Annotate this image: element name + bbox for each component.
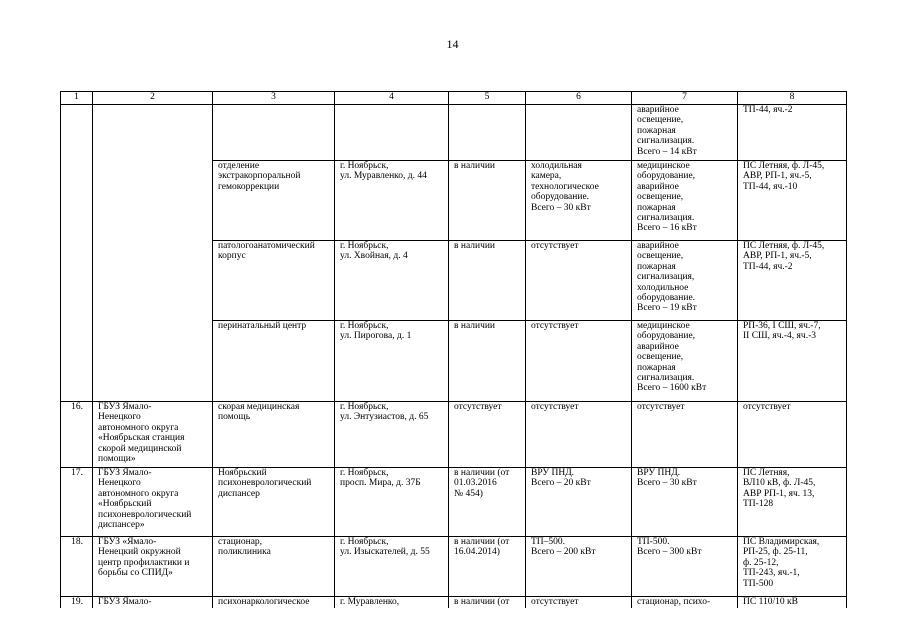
equipment-cell: отсутствует <box>526 402 632 468</box>
equipment-cell: отсутствует <box>526 321 632 402</box>
organization-cell: ГБУЗ Ямало- Ненецкого автономного округа «Ноябрьский психоневрологический диспансер» <box>93 468 213 537</box>
load-cell: стационар, психо- <box>632 597 738 608</box>
power-source-cell: РП-36, I СШ, яч.-7, II СШ, яч.-4, яч.-3 <box>738 321 847 402</box>
load-cell: ВРУ ПНД. Всего – 30 кВт <box>632 468 738 537</box>
row-number-cell <box>61 241 93 321</box>
column-header: 4 <box>335 92 449 105</box>
power-source-cell: ПС Летняя, ф. Л-45, АВР, РП-1, яч.-5, ТП-44, яч.-2 <box>738 241 847 321</box>
subdivision-cell: психонаркологическое <box>213 597 335 608</box>
status-cell: в наличии (от <box>449 597 526 608</box>
column-header: 6 <box>526 92 632 105</box>
subdivision-cell: перинатальный центр <box>213 321 335 402</box>
power-source-cell: ПС Летняя, ВЛ10 кВ, ф. Л-45, АВР РП-1, яч. 13, ТП-128 <box>738 468 847 537</box>
row-number-cell: 18. <box>61 537 93 597</box>
data-table <box>60 91 847 608</box>
table-row <box>61 241 847 321</box>
row-number-cell <box>61 105 93 161</box>
address-cell: г. Ноябрьск, ул. Энтузиастов, д. 65 <box>335 402 449 468</box>
equipment-cell: ТП–500. Всего – 200 кВт <box>526 537 632 597</box>
equipment-cell <box>526 105 632 161</box>
subdivision-cell: скорая медицинская помощь <box>213 402 335 468</box>
power-source-cell: ТП-44, яч.-2 <box>738 105 847 161</box>
equipment-cell: холодильная камера, технологическое оборудование. Всего – 30 кВт <box>526 161 632 241</box>
address-cell: г. Ноябрьск, просп. Мира, д. 37Б <box>335 468 449 537</box>
column-header: 5 <box>449 92 526 105</box>
row-number-cell: 16. <box>61 402 93 468</box>
address-cell <box>335 105 449 161</box>
address-cell: г. Ноябрьск, ул. Пирогова, д. 1 <box>335 321 449 402</box>
table-row <box>61 537 847 597</box>
row-number-cell: 17. <box>61 468 93 537</box>
organization-cell: ГБУЗ Ямало- <box>93 597 213 608</box>
table-row <box>61 321 847 402</box>
column-header: 2 <box>93 92 213 105</box>
row-number-cell <box>61 161 93 241</box>
status-cell: в наличии (от 01.03.2016 № 454) <box>449 468 526 537</box>
status-cell: в наличии <box>449 321 526 402</box>
power-source-cell: ПС 110/10 кВ <box>738 597 847 608</box>
address-cell: г. Ноябрьск, ул. Изыскателей, д. 55 <box>335 537 449 597</box>
subdivision-cell <box>213 105 335 161</box>
subdivision-cell: Ноябрьский психоневрологический диспансер <box>213 468 335 537</box>
organization-cell <box>93 321 213 402</box>
subdivision-cell: стационар, поликлиника <box>213 537 335 597</box>
address-cell: г. Ноябрьск, ул. Хвойная, д. 4 <box>335 241 449 321</box>
load-cell: медицинское оборудование, аварийное освещение, пожарная сигнализация. Всего – 16 кВт <box>632 161 738 241</box>
column-header: 7 <box>632 92 738 105</box>
status-cell <box>449 105 526 161</box>
column-header: 8 <box>738 92 847 105</box>
load-cell: отсутствует <box>632 402 738 468</box>
table-row <box>61 468 847 537</box>
organization-cell <box>93 161 213 241</box>
subdivision-cell: патологоанатомический корпус <box>213 241 335 321</box>
equipment-cell: отсутствует <box>526 241 632 321</box>
column-header: 1 <box>61 92 93 105</box>
status-cell: в наличии <box>449 241 526 321</box>
status-cell: в наличии (от 16.04.2014) <box>449 537 526 597</box>
organization-cell <box>93 105 213 161</box>
table-row <box>61 402 847 468</box>
load-cell: ТП-500. Всего – 300 кВт <box>632 537 738 597</box>
power-source-cell: ПС Владимирская, РП-25, ф. 25-11, ф. 25-12, ТП-243, яч.-1, ТП-500 <box>738 537 847 597</box>
subdivision-cell: отделение экстракорпоральной гемокоррекции <box>213 161 335 241</box>
power-source-cell: ПС Летняя, ф. Л-45, АВР, РП-1, яч.-5, ТП-44, яч.-10 <box>738 161 847 241</box>
address-cell: г. Муравленко, <box>335 597 449 608</box>
table-row <box>61 105 847 161</box>
organization-cell: ГБУЗ «Ямало- Ненецкий окружной центр профилактики и борьбы со СПИД» <box>93 537 213 597</box>
row-number-cell: 19. <box>61 597 93 608</box>
status-cell: в наличии <box>449 161 526 241</box>
equipment-cell: отсутствует <box>526 597 632 608</box>
status-cell: отсутствует <box>449 402 526 468</box>
organization-cell <box>93 241 213 321</box>
page-number: 14 <box>446 37 459 51</box>
load-cell: медицинское оборудование, аварийное освещение, пожарная сигнализация. Всего – 1600 кВт <box>632 321 738 402</box>
row-number-cell <box>61 321 93 402</box>
load-cell: аварийное освещение, пожарная сигнализация. Всего – 14 кВт <box>632 105 738 161</box>
address-cell: г. Ноябрьск, ул. Муравленко, д. 44 <box>335 161 449 241</box>
equipment-cell: ВРУ ПНД. Всего – 20 кВт <box>526 468 632 537</box>
table-row <box>61 597 847 608</box>
column-header: 3 <box>213 92 335 105</box>
load-cell: аварийное освещение, пожарная сигнализация, холодильное оборудование. Всего – 19 кВт <box>632 241 738 321</box>
table-header-row <box>61 92 847 105</box>
power-source-cell: отсутствует <box>738 402 847 468</box>
table-row <box>61 161 847 241</box>
organization-cell: ГБУЗ Ямало- Ненецкого автономного округа «Ноябрьская станция скорой медицинской помощи» <box>93 402 213 468</box>
